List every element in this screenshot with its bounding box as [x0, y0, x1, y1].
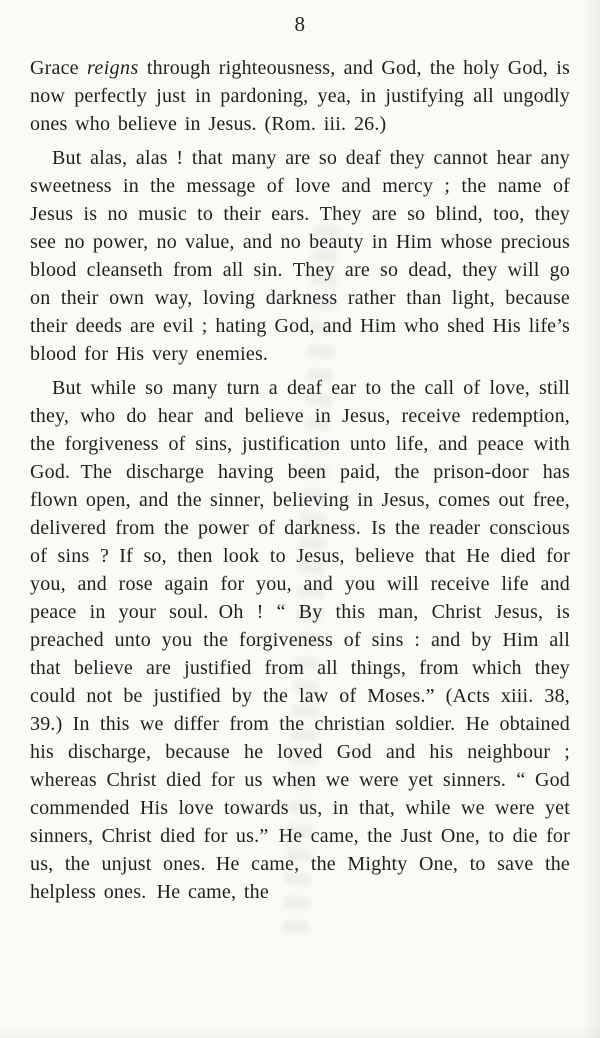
text-segment: Grace — [30, 57, 87, 79]
page-text — [30, 54, 570, 906]
paragraph — [30, 54, 570, 138]
text-segment: But alas, alas ! that many are so deaf they cannot hear any sweetness in the message of love and mercy ; the name of Jesus is no music to their ears. They are so blind, too, they see no power, no value, and no beauty in Him whose precious blood cleanseth from all sin. They are so dead, they will go on their own way, loving darkness rather than light, because their deeds are evil ; hating God, and Him who shed His life’s blood for His very enemies. — [30, 147, 570, 365]
page-number: 8 — [294, 12, 306, 36]
paragraph — [30, 374, 570, 906]
italic-text: reigns — [86, 57, 139, 79]
paragraph — [30, 144, 570, 368]
text-segment: But while so many turn a deaf ear to the call of love, still they, who do hear and believe in Jesus, receive redemption, the forgiveness of sins, justification unto life, and peace with God. The discharge having been paid, the prison-door has flown open, and the sinner, believing in Jesus, comes out free, delivered from the power of darkness. Is the reader conscious of sins ? If so, then look to Jesus, believe that He died for you, and rose again for you, and you will receive life and peace in your soul. Oh ! “ By this man, Christ Jesus, is preached unto you the forgiveness of sins : and by Him all that believe are justified from all things, from which they could not be justified by the law of Moses.” (Acts xiii. 38, 39.) In this we differ from the christian soldier. He obtained his discharge, because he loved God and his neighbour ; whereas Christ died for us when we were yet sinners. “ God commended His love towards us, in that, while we were yet sinners, Christ died for us.” He came, the Just One, to die for us, the unjust ones. He came, the Mighty One, to save the helpless ones. He came, the — [30, 377, 570, 903]
text-segment: through righteousness, and God, the holy God, is now perfectly just in pardoning, yea, in justifying all ungodly ones who believe in Jesus. (Rom. iii. 26.) — [30, 57, 570, 135]
